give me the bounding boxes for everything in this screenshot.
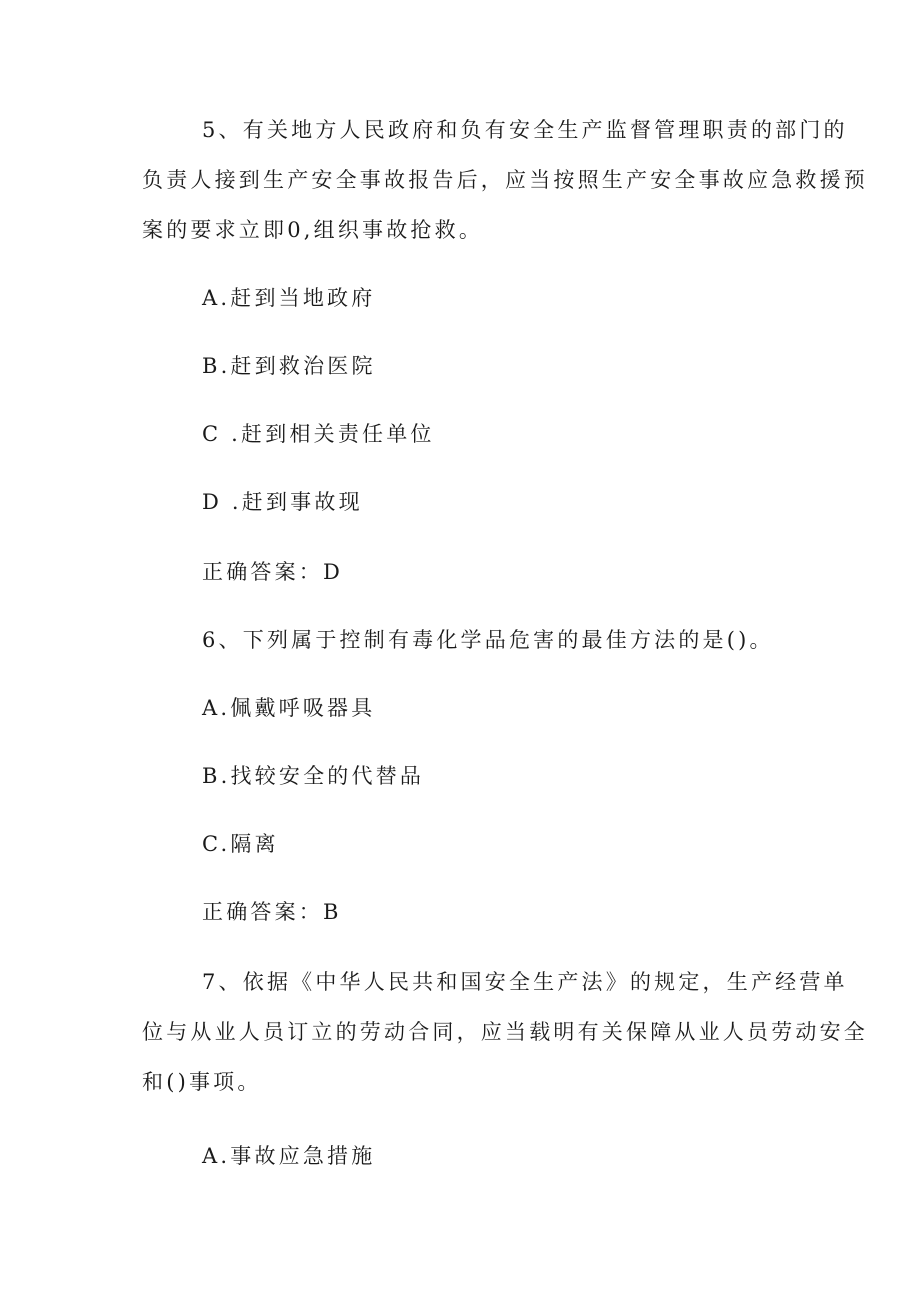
question-7-line-1: 7、依据《中华人民共和国安全生产法》的规定，生产经营单 (202, 970, 848, 994)
question-5-option-d: D .赶到事故现 (202, 490, 363, 514)
question-5-option-a: A.赶到当地政府 (202, 286, 376, 310)
question-6-line-1: 6、下列属于控制有毒化学品危害的最佳方法的是()。 (202, 628, 774, 652)
question-5-line-3: 案的要求立即0,组织事故抢救。 (142, 218, 484, 242)
question-7-line-2: 位与从业人员订立的劳动合同，应当载明有关保障从业人员劳动安全 (142, 1020, 868, 1044)
question-7-option-a: A.事故应急措施 (202, 1144, 376, 1168)
question-7-line-3: 和()事项。 (142, 1070, 262, 1094)
question-5-line-1: 5、有关地方人民政府和负有安全生产监督管理职责的部门的 (202, 118, 848, 142)
question-5-option-c: C .赶到相关责任单位 (202, 422, 435, 446)
question-5-option-b: B.赶到救治医院 (202, 354, 376, 378)
question-6-option-b: B.找较安全的代替品 (202, 764, 425, 788)
question-5-line-2: 负责人接到生产安全事故报告后，应当按照生产安全事故应急救援预 (142, 168, 868, 192)
question-6-answer: 正确答案：B (202, 900, 342, 924)
question-6-option-a: A.佩戴呼吸器具 (202, 696, 376, 720)
question-6-option-c: C.隔离 (202, 832, 279, 856)
question-5-answer: 正确答案：D (202, 560, 344, 584)
